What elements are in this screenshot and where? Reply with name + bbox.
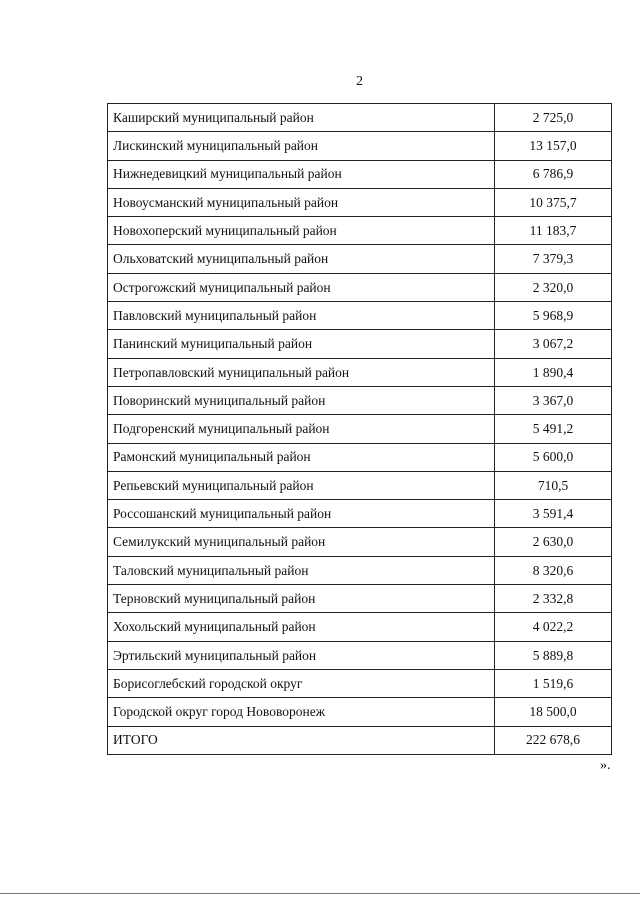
municipality-name-cell: Хохольский муниципальный район: [108, 613, 495, 641]
table-row: [108, 443, 612, 471]
municipality-name-cell: Эртильский муниципальный район: [108, 641, 495, 669]
amount-cell: 5 968,9: [495, 302, 612, 330]
table-row: [108, 188, 612, 216]
table-row: [108, 330, 612, 358]
amount-cell: 8 320,6: [495, 556, 612, 584]
amount-cell: 3 367,0: [495, 386, 612, 414]
amount-cell: 2 320,0: [495, 273, 612, 301]
amount-cell: 710,5: [495, 471, 612, 499]
municipality-name-cell: Рамонский муниципальный район: [108, 443, 495, 471]
municipality-name-cell: Семилукский муниципальный район: [108, 528, 495, 556]
municipality-name-cell: Городской округ город Нововоронеж: [108, 698, 495, 726]
municipality-name-cell: Подгоренский муниципальный район: [108, 415, 495, 443]
amount-cell: 3 591,4: [495, 500, 612, 528]
amount-cell: 1 519,6: [495, 669, 612, 697]
municipality-name-cell: Павловский муниципальный район: [108, 302, 495, 330]
table-row: [108, 415, 612, 443]
table-row: [108, 217, 612, 245]
municipality-name-cell: Таловский муниципальный район: [108, 556, 495, 584]
amount-cell: 1 890,4: [495, 358, 612, 386]
municipality-name-cell: Ольховатский муниципальный район: [108, 245, 495, 273]
table-row: [108, 273, 612, 301]
amount-cell: 10 375,7: [495, 188, 612, 216]
amount-cell: 13 157,0: [495, 132, 612, 160]
budget-allocation-table: [107, 103, 612, 755]
municipality-name-cell: Лискинский муниципальный район: [108, 132, 495, 160]
amount-cell: 2 630,0: [495, 528, 612, 556]
municipality-name-cell: Терновский муниципальный район: [108, 585, 495, 613]
table-row: [108, 132, 612, 160]
page-number: 2: [356, 74, 363, 89]
table-row: [108, 585, 612, 613]
amount-cell: 6 786,9: [495, 160, 612, 188]
municipality-name-cell: Каширский муниципальный район: [108, 104, 495, 132]
table-row: [108, 302, 612, 330]
table-row: [108, 160, 612, 188]
amount-cell: 7 379,3: [495, 245, 612, 273]
amount-cell: 5 600,0: [495, 443, 612, 471]
table-row: [108, 698, 612, 726]
municipality-name-cell: Поворинский муниципальный район: [108, 386, 495, 414]
municipality-name-cell: Панинский муниципальный район: [108, 330, 495, 358]
amount-cell: 5 491,2: [495, 415, 612, 443]
municipality-name-cell: Нижнедевицкий муниципальный район: [108, 160, 495, 188]
total-label-cell: ИТОГО: [108, 726, 495, 754]
table-row: [108, 669, 612, 697]
total-amount-cell: 222 678,6: [495, 726, 612, 754]
amount-cell: 4 022,2: [495, 613, 612, 641]
table-row: [108, 613, 612, 641]
amount-cell: 3 067,2: [495, 330, 612, 358]
total-row: [108, 726, 612, 754]
page-bottom-divider: [0, 893, 640, 894]
amount-cell: 18 500,0: [495, 698, 612, 726]
municipality-name-cell: Россошанский муниципальный район: [108, 500, 495, 528]
municipality-name-cell: Новоусманский муниципальный район: [108, 188, 495, 216]
municipality-name-cell: Острогожский муниципальный район: [108, 273, 495, 301]
table-row: [108, 104, 612, 132]
table-row: [108, 641, 612, 669]
amount-cell: 5 889,8: [495, 641, 612, 669]
table-row: [108, 528, 612, 556]
table-row: [108, 358, 612, 386]
table-row: [108, 386, 612, 414]
table-row: [108, 500, 612, 528]
amount-cell: 2 725,0: [495, 104, 612, 132]
municipality-name-cell: Репьевский муниципальный район: [108, 471, 495, 499]
amount-cell: 2 332,8: [495, 585, 612, 613]
municipality-name-cell: Борисоглебский городской округ: [108, 669, 495, 697]
table-row: [108, 245, 612, 273]
municipality-name-cell: Петропавловский муниципальный район: [108, 358, 495, 386]
municipality-name-cell: Новохоперский муниципальный район: [108, 217, 495, 245]
table-row: [108, 471, 612, 499]
amount-cell: 11 183,7: [495, 217, 612, 245]
closing-quote-mark: ».: [600, 758, 611, 773]
table-row: [108, 556, 612, 584]
